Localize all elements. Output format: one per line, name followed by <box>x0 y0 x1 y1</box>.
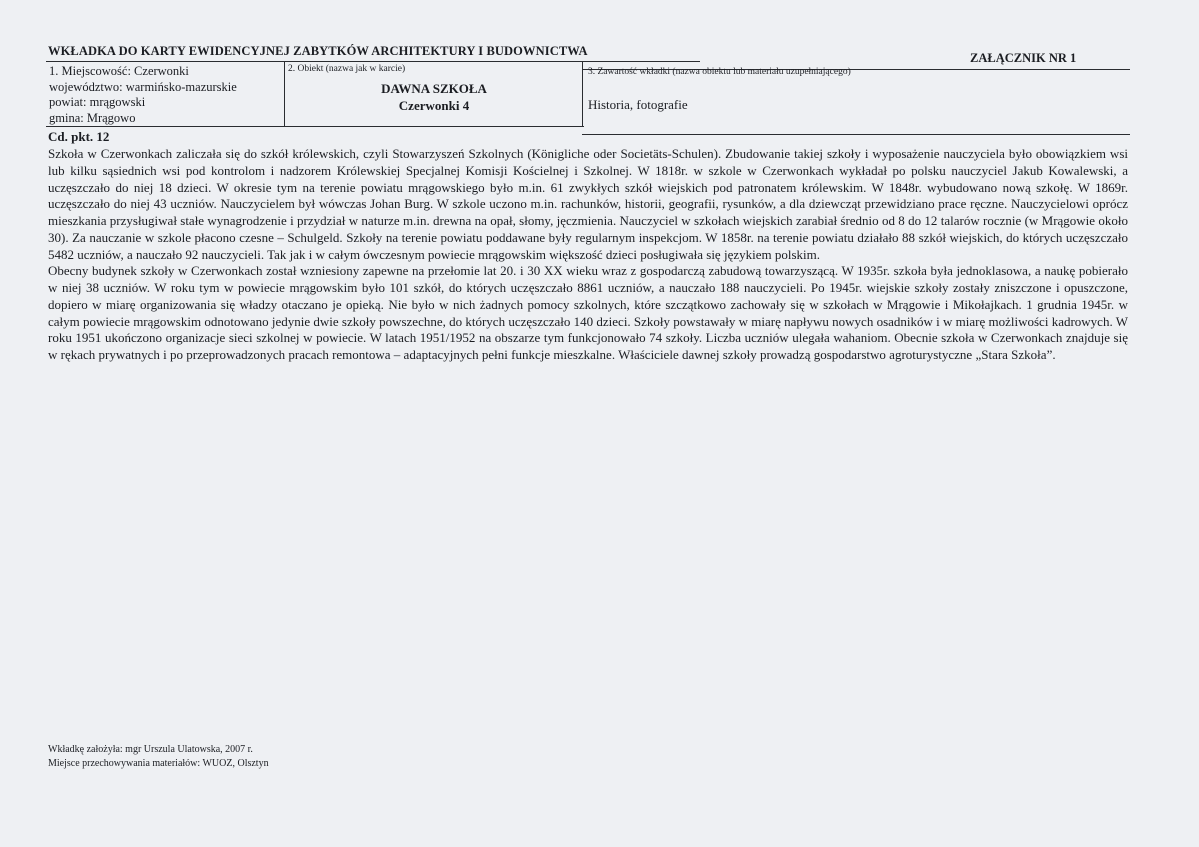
object-name-line2: Czerwonki 4 <box>398 98 470 113</box>
footer-author: Wkładkę założyła: mgr Urszula Ulatowska, 2007 r. <box>48 744 253 755</box>
table-bottom-rule <box>46 126 584 127</box>
insert-content-value: Historia, fotografie <box>588 97 688 112</box>
insert-content-label: 3. Zawartość wkładki (nazwa obiektu lub materiału uzupełniającego) <box>588 67 851 77</box>
body-text <box>48 146 1128 436</box>
locality: 1. Miejscowość: Czerwonki <box>49 64 189 78</box>
cell-divider-1 <box>284 61 285 127</box>
county: powiat: mrągowski <box>49 95 146 109</box>
location-cell <box>49 64 237 126</box>
section-heading: Cd. pkt. 12 <box>48 129 110 144</box>
object-name-line1: DAWNA SZKOŁA <box>381 81 487 96</box>
annex-label: ZAŁĄCZNIK NR 1 <box>970 51 1077 65</box>
table-bottom-rule-right <box>582 134 1130 135</box>
body-paragraph-1: Szkoła w Czerwonkach zaliczała się do szkół królewskich, czyli Stowarzyszeń Szkolnych (Königliche oder Societäts-Schulen). Zbudowanie takiej szkoły i wyposażenie nauczyciela było obowiązkiem wsi lub kilku sąsiednich wsi pod kontrolom i nadzorem Królewskiej Specjalnej Komisji Kościelnej i Szkolnej. W 1818r. w szkole w Czerwonkach wykładał po polsku nauczyciel Jakub Kowalewski, a uczęszczało do niej 18 dzieci. W okresie tym na terenie powiatu mrągowskiego było m.in. 61 zwykłych szkół wiejskich pod patronatem królewskim. W 1848r. wybudowano nową szkołę. W 1869r. uczęszczało do niej 43 uczniów. Nauczycielem był wówczas Johan Burg. W szkole uczono m.in. rachunków, historii, geografii, rysunków, a dla dziewcząt przewidziano prace ręczne. Nauczycielowi oprócz mieszkania przysługiwał stałe wynagrodzenie i przydział w naturze m.in. drewna na opał, słomy, jęczmienia. Nauczyciel w szkołach wiejskich zarabiał średnio od 8 do 12 talarów rocznie (w Mrągowie około 30). Za nauczanie w szkole płacono czesne – Schulgeld. Szkoły na terenie powiatu poddawane były regularnym inspekcjom. W 1858r. na terenie powiatu działało 88 szkół wiejskich, do których uczęszczało 5482 uczniów, a nauczało 92 nauczycieli. Tak jak i w całym ówczesnym powiecie mrągowskim większość dzieci posługiwała się językiem polskim. <box>48 146 1128 262</box>
document-title: WKŁADKA DO KARTY EWIDENCYJNEJ ZABYTKÓW ARCHITEKTURY I BUDOWNICTWA <box>48 44 588 58</box>
header-top-rule <box>46 61 700 62</box>
footer-storage: Miejsce przechowywania materiałów: WUOZ, Olsztyn <box>48 758 269 769</box>
cell-divider-2 <box>582 61 583 127</box>
object-label: 2. Obiekt (nazwa jak w karcie) <box>288 64 406 74</box>
commune: gmina: Mrągowo <box>49 110 136 125</box>
voivodeship: województwo: warmińsko-mazurskie <box>49 79 237 94</box>
body-paragraph-2: Obecny budynek szkoły w Czerwonkach został wzniesiony zapewne na przełomie lat 20. i 30 XX wieku wraz z gospodarczą zabudową towarzyszącą. W 1935r. szkoła była jednoklasowa, a naukę pobierało w niej 38 uczniów. W roku tym w powiecie mrągowskim było 101 szkół, do których uczęszczało 8861 uczniów, a nauczało 188 nauczycieli. Po 1945r. wiejskie szkoły zostały zniszczone i opuszczone, dopiero w miarę organizowania się władzy otaczano je opieką. Nie było w nich żadnych pomocy szkolnych, które szczątkowo zachowały się w szkołach w Mrągowie i Mikołajkach. 1 grudnia 1945r. w całym powiecie mrągowskim odnotowano jedynie dwie szkoły powszechne, do których uczęszczało 140 dzieci. Szkoły powstawały w miarę napływu nowych osadników i w miarę możliwości kadrowych. W roku 1951 ukończono organizacje sieci szkolnej w powiecie. W latach 1951/1952 na obszarze tym funkcjonowało 74 szkoły. Liczba uczniów ulegała wahaniom. Obecnie szkoła w Czerwonkach znajduje się w rękach prywatnych i po przeprowadzonych pracach remontowa – adaptacyjnych pełni funkcje mieszkalne. Właściciele dawnej szkoły prowadzą gospodarstwo agroturystyczne „Stara Szkoła”. <box>48 263 1128 362</box>
object-name <box>286 80 582 114</box>
